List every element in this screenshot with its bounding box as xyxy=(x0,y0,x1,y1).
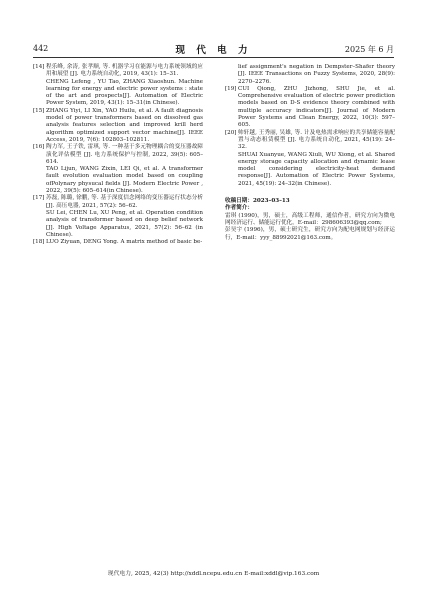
reference-number: [19] xyxy=(225,85,237,92)
reference-text-en: ZHANG Yiyi, LI Xin, YAO Huilu, et al. A fault diagnosis model of power transformers based on dissolved gas analysis features selection and improved krill herd algorithm optimized support vector machine[J]. IEEE Access, 2019, 7(6): 102803–102811. xyxy=(46,107,203,143)
reference-text-cn: 程乐峰, 余涛, 张孝顺, 等. 机器学习在能源与电力系统领域的应用和展望 [J]. 电力系统自动化, 2019, 43(1): 15–31. xyxy=(46,64,203,78)
reference-number: [14] xyxy=(33,64,45,70)
page-header xyxy=(33,42,394,56)
reference-text-en: SHUAI Xuanyue, WANG Xiuli, WU Xiong, et al. Shared energy storage capacity allocation and dynamic lease model considering electricity-heat demand response[J]. Automation of Electric Power Systems, 2021, 45(19): 24–32(in Chinese). xyxy=(238,151,395,187)
reference-number: [20] xyxy=(225,129,237,136)
reference-text-en: CHENG Lefeng , YU Tao, ZHANG Xiaoshun. Machine learning for energy and electric power systems : state of the art and prospects[J]. Automation of Electric Power System, 2019, 43(1): 15–31(in Chinese). xyxy=(46,78,203,107)
reference-text-en: SU Lei, CHEN Lu, XU Peng, et al. Operation condition analysis of transformer based on deep belief network [J]. High Voltage Apparatus, 2021, 57(2): 56–62 (in Chinese). xyxy=(46,209,203,238)
reference-item xyxy=(225,86,395,130)
issue-date: 2025 年 6 月 xyxy=(344,45,394,54)
reference-item xyxy=(33,239,203,246)
page-footer: 现代电力, 2025, 42(3) http://xddl.ncepu.edu.cn E-mail:xddl@vip.163.com xyxy=(107,571,320,577)
reference-item xyxy=(33,64,203,108)
reference-continuation xyxy=(225,64,395,86)
header-rule xyxy=(33,57,394,58)
left-column xyxy=(33,64,203,246)
reference-text-cn: 苏磊, 陈璐, 徐鹏, 等. 基于深度信念网络的变压器运行状态分析 [J]. 高压电器, 2021, 57(2): 56–62. xyxy=(46,195,203,209)
journal-title: 现 代 电 力 xyxy=(175,45,252,56)
page-number: 442 xyxy=(33,44,49,53)
reference-number: [17] xyxy=(33,195,45,202)
author-bio: 彭昊宇 (1996)，男，硕士研究生，研究方向为配电网规划与经济运行，E-mail：yyy_88992021@163.com。 xyxy=(225,227,395,241)
reference-item xyxy=(225,130,395,188)
reference-number: [18] xyxy=(33,239,45,246)
reference-text-en: TAO Lijun, WANG Zixin, LEI Qi, et al. A transformer fault evolution evaluation model based on coupling ofPolynary physucal fields [J]. Modern Electric Power , 2022, 39(5): 605–614(in Chinese). xyxy=(46,166,203,195)
reference-number: [15] xyxy=(33,107,45,114)
reference-text-en: lief assignment's negation in Dempster–Shafer theory [J]. IEEE Transactions on Fuzzy Systems, 2020, 28(9): 2270–2276. xyxy=(238,64,395,85)
author-info-title: 作者简介： xyxy=(225,205,253,212)
reference-text-cn: 陶力军, 王子铁, 雷琪, 等. 一种基于多元物理耦合的变压器故障演化评估模型 [J]. 电力系统保护与控制, 2022, 39(5): 605–614. xyxy=(46,144,203,165)
reference-number: [16] xyxy=(33,144,45,151)
received-date: 收稿日期：2023–03–13 xyxy=(225,198,290,205)
right-column xyxy=(225,64,395,242)
reference-text-en: CUI Qiong, ZHU Jizhong, SHU Jie, et al. Comprehensive evaluation of electric power prediction models based on D-S evidence theory combined with multiple accuracy indicators[J]. Journal of Modern Power Systems and Clean Energy, 2022, 10(3): 597–605. xyxy=(238,85,395,129)
reference-text-cn: 帅轩越, 王秀丽, 吴雄, 等. 计及电热需求响应的共享储能容量配置与动态租赁模型 [J]. 电力系统自动化, 2021, 45(19): 24–32. xyxy=(238,129,395,151)
reference-item xyxy=(33,144,203,195)
reference-text-en: LUO Ziyuan, DENG Yong. A matrix method of basic be- xyxy=(46,239,203,246)
author-bio: 雷琪 (1990)，男，硕士，高级工程师，通信作者，研究方向为微电网经济运行、储能运行优化，E-mail：298606393@qq.com; xyxy=(225,212,395,226)
reference-item xyxy=(33,195,203,239)
reference-item xyxy=(33,108,203,144)
